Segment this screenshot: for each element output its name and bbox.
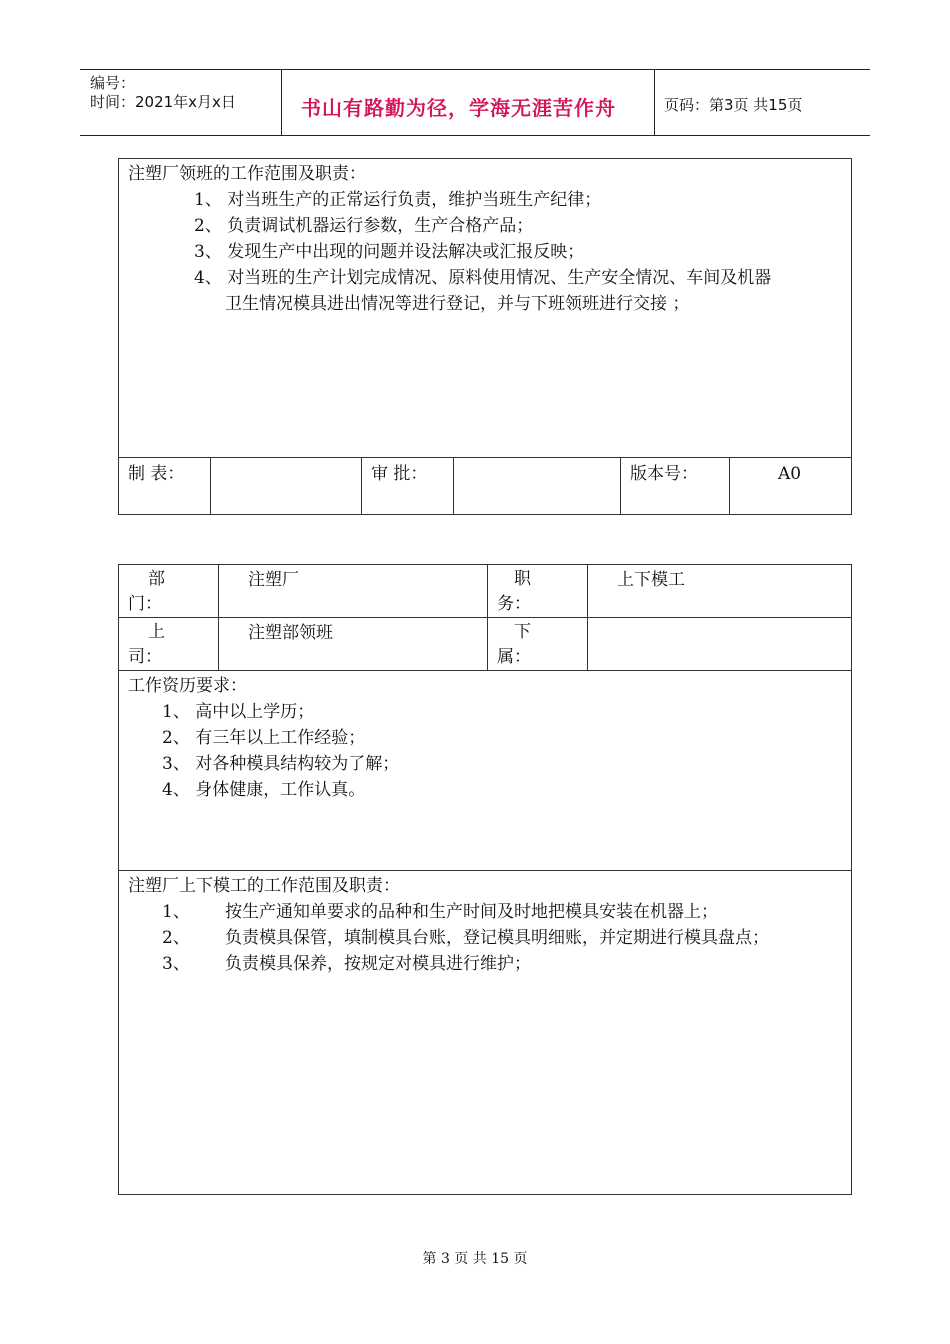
header-motto: 书山有路勤为径，学海无涯苦作舟 <box>301 96 616 120</box>
foreman-duty-item-1: 1、 对当班生产的正常运行负责，维护当班生产纪律； <box>194 190 602 210</box>
footer-page-number: 第 3 页 共 15 页 <box>422 1251 528 1267</box>
dept-value-text: 注塑厂 <box>248 570 299 590</box>
foreman-duties-table <box>118 158 852 515</box>
dept-label-line2: 门： <box>128 594 162 614</box>
duty-item-3-text: 负责模具保养，按规定对模具进行维护； <box>225 954 531 974</box>
made-by-value <box>211 458 362 515</box>
position-value-text: 上下模工 <box>617 570 685 590</box>
dept-label <box>119 565 219 618</box>
made-by-label <box>119 458 211 515</box>
requirement-item-3: 3、 对各种模具结构较为了解； <box>162 754 400 774</box>
approved-label <box>362 458 454 515</box>
position-label-line2: 务： <box>497 594 531 614</box>
mold-operator-table <box>118 564 852 1195</box>
superior-label <box>119 618 219 671</box>
foreman-duty-item-4: 4、 对当班的生产计划完成情况、原料使用情况、生产安全情况、车间及机器 <box>194 268 772 288</box>
dept-label-line1: 部 <box>148 569 165 589</box>
duties-title: 注塑厂上下模工的工作范围及职责： <box>128 876 400 896</box>
approved-label-text: 审 批： <box>371 464 428 484</box>
duty-item-2-num: 2、 <box>162 928 190 948</box>
superior-value <box>219 618 488 671</box>
foreman-duty-item-4-cont: 卫生情况模具进出情况等进行登记，并与下班领班进行交接 ； <box>225 294 690 314</box>
header-divider-right <box>654 69 655 136</box>
version-value-text: A0 <box>778 464 802 484</box>
subordinate-label-line1: 下 <box>514 622 531 642</box>
approved-value <box>454 458 621 515</box>
duty-item-2-text: 负责模具保管，填制模具台账，登记模具明细账，并定期进行模具盘点； <box>225 928 769 948</box>
requirements-cell <box>119 671 852 871</box>
superior-value-text: 注塑部领班 <box>248 623 333 643</box>
dept-value <box>219 565 488 618</box>
header-time: 时间：2021年x月x日 <box>90 93 236 111</box>
subordinate-label <box>488 618 588 671</box>
position-label-line1: 职 <box>514 569 531 589</box>
duties-cell <box>119 871 852 1195</box>
header-number-label: 编号： <box>90 74 136 92</box>
duty-item-1 <box>119 899 851 925</box>
header-top-line <box>80 69 870 70</box>
foreman-duty-item-3: 3、 发现生产中出现的问题并设法解决或汇报反映； <box>194 242 585 262</box>
header-divider-left <box>281 69 282 136</box>
header-bottom-line <box>80 135 870 136</box>
duty-item-3 <box>119 951 851 977</box>
made-by-label-text: 制 表： <box>128 464 185 484</box>
foreman-duty-item-2: 2、 负责调试机器运行参数，生产合格产品； <box>194 216 534 236</box>
version-value <box>730 458 852 515</box>
header-page-info: 页码：第3页 共15页 <box>664 96 803 114</box>
position-label <box>488 565 588 618</box>
duty-item-2 <box>119 925 851 951</box>
duty-item-1-text: 按生产通知单要求的品种和生产时间及时地把模具安装在机器上； <box>225 902 718 922</box>
requirement-item-4: 4、 身体健康，工作认真。 <box>162 780 366 800</box>
superior-label-line1: 上 <box>148 622 165 642</box>
duty-item-3-num: 3、 <box>162 954 190 974</box>
requirement-item-2: 2、 有三年以上工作经验； <box>162 728 366 748</box>
subordinate-value <box>588 618 852 671</box>
foreman-duties-cell <box>119 159 852 458</box>
foreman-duties-title: 注塑厂领班的工作范围及职责： <box>128 164 366 184</box>
version-label <box>621 458 730 515</box>
superior-label-line2: 司： <box>128 647 162 667</box>
version-label-text: 版本号： <box>630 464 698 484</box>
subordinate-label-line2: 属： <box>497 647 531 667</box>
duty-item-1-num: 1、 <box>162 902 190 922</box>
requirement-item-1: 1、 高中以上学历； <box>162 702 315 722</box>
position-value <box>588 565 852 618</box>
requirements-title: 工作资历要求： <box>128 676 247 696</box>
